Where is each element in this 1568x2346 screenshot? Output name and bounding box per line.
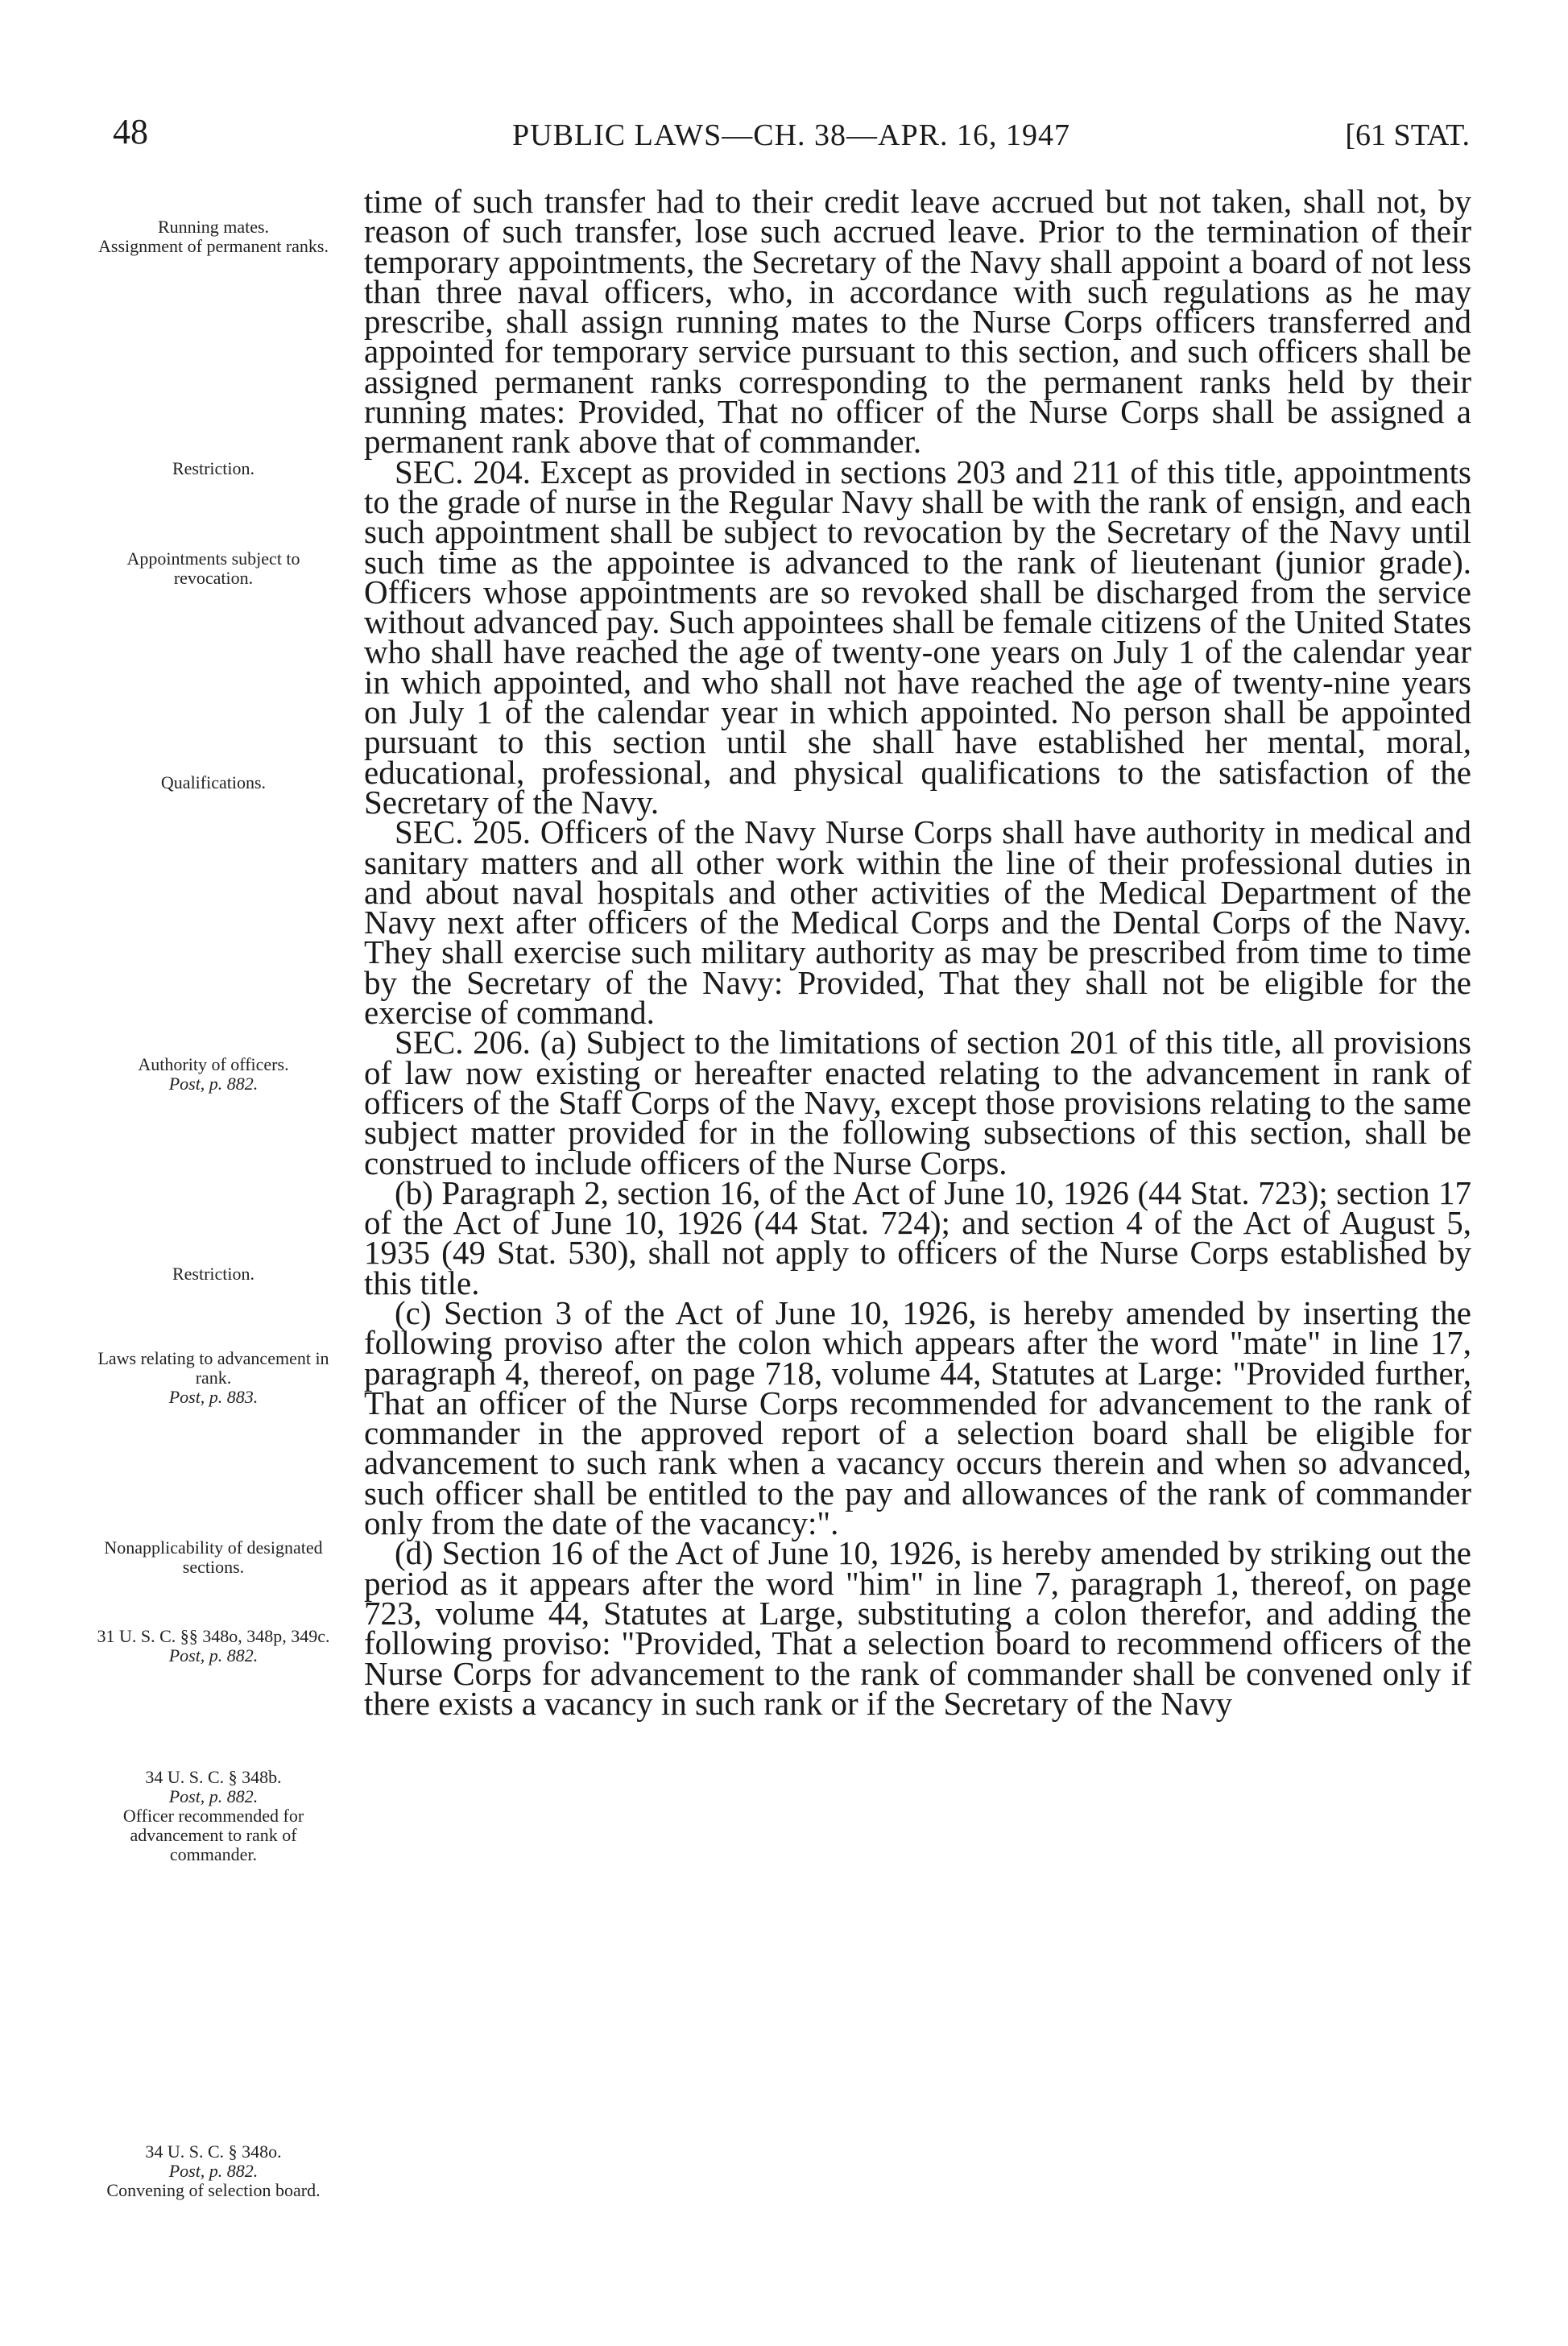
margin-note bbox=[89, 1349, 338, 1407]
page-header bbox=[113, 111, 1470, 159]
margin-note bbox=[89, 1538, 338, 1577]
body-paragraph: time of such transfer had to their credit leave accrued but not taken, shall not, by reason of such transfer, lose such accrued leave. Prior to the termination of their temporary appointments, the Secretary of the Navy shall appoint a board of not less than three naval officers, who, in accordance with such regulations as he may prescribe, shall assign running mates to the Nurse Corps officers transferred and appointed for temporary service pursuant to this section, and such officers shall be assigned permanent ranks corresponding to the permanent ranks held by their running mates: Provided, That no officer of the Nurse Corps shall be assigned a permanent rank above that of commander. bbox=[364, 183, 1471, 461]
margin-note-line: Running mates. bbox=[157, 217, 270, 237]
margin-note bbox=[89, 1768, 338, 1864]
body-paragraph: (d) Section 16 of the Act of June 10, 1926, is hereby amended by striking out the period as it appears after the word "him" in line 7, paragraph 1, thereof, on page 723, volume 44, Statutes at Large, substituting a colon therefor, and adding the following proviso: "Provided, That a selection board to recommend officers of the Nurse Corps for advancement to the rank of commander shall be convened only if there exists a vacancy in such rank or if the Secretary of the Navy bbox=[364, 1534, 1471, 1722]
margin-note-line: Post, p. 882. bbox=[168, 1786, 259, 1806]
margin-note-line: Authority of officers. bbox=[138, 1054, 289, 1074]
running-title: PUBLIC LAWS—CH. 38—APR. 16, 1947 bbox=[512, 118, 1070, 152]
margin-note-line: Post, p. 882. bbox=[168, 2161, 259, 2181]
body-paragraph: SEC. 205. Officers of the Navy Nurse Corps shall have authority in medical and sanitary matters and all other work within the line of their professional duties in and about naval hospitals and other activities of the Medical Department of the Navy next after officers of the Medical Corps and the Dental Corps of the Navy. They shall exercise such military authority as may be prescribed from time to time by the Secretary of the Navy: Provided, That they shall not be eligible for the exercise of command. bbox=[364, 813, 1471, 1032]
margin-note-line: Convening of selection board. bbox=[106, 2180, 321, 2200]
margin-note-line: Post, p. 883. bbox=[168, 1387, 259, 1407]
margin-note-line: 34 U. S. C. § 348o. bbox=[145, 2141, 282, 2162]
margin-notes bbox=[89, 217, 338, 2311]
body-text bbox=[364, 183, 1471, 1722]
margin-note bbox=[89, 1627, 338, 1665]
margin-note-line: 34 U. S. C. § 348b. bbox=[145, 1767, 282, 1787]
body-paragraph: SEC. 204. Except as provided in sections 203 and 211 of this title, appointments to the grade of nurse in the Regular Navy shall be with the rank of ensign, and each such appointment shall be subject to revocation by the Secretary of the Navy until such time as the appointee is advanced to the rank of lieutenant (junior grade). Officers whose appointments are so revoked shall be discharged from the service without advanced pay. Such appointees shall be female citizens of the United States who shall have reached the age of twenty-one years on July 1 of the calendar year in which appointed, and who shall not have reached the age of twenty-nine years on July 1 of the calendar year in which appointed. No person shall be appointed pursuant to this section until she shall have established her mental, moral, educational, professional, and physical qualifications to the satisfaction of the Secretary of the Navy. bbox=[364, 453, 1471, 821]
body-paragraph: (b) Paragraph 2, section 16, of the Act of June 10, 1926 (44 Stat. 723); section 17 of the Act of June 10, 1926 (44 Stat. 724); and section 4 of the Act of August 5, 1935 (49 Stat. 530), shall not apply to officers of the Nurse Corps established by this title. bbox=[364, 1173, 1471, 1301]
margin-note-line: Restriction. bbox=[172, 1264, 255, 1284]
page-number: 48 bbox=[113, 112, 148, 151]
margin-note-line: Appointments subject to revocation. bbox=[126, 548, 300, 588]
body-paragraph: (c) Section 3 of the Act of June 10, 1926, is hereby amended by inserting the following proviso after the colon which appears after the word "mate" in line 17, paragraph 4, thereof, on page 718, volume 44, Statutes at Large: "Provided further, That an officer of the Nurse Corps recommended for advancement to the rank of commander in the approved report of a selection board shall be eligible for advancement to such rank when a vacancy occurs therein and when so advanced, such officer shall be entitled to the pay and allowances of the rank of commander only from the date of the vacancy:". bbox=[364, 1293, 1471, 1542]
margin-note bbox=[89, 549, 338, 588]
margin-note bbox=[89, 217, 338, 256]
margin-note bbox=[89, 773, 338, 792]
statute-reference: [61 STAT. bbox=[1345, 118, 1470, 152]
margin-note-line: 31 U. S. C. §§ 348o, 348p, 349c. bbox=[97, 1626, 330, 1646]
margin-note-line: Restriction. bbox=[172, 458, 255, 478]
margin-note bbox=[89, 2142, 338, 2200]
margin-note-line: Assignment of permanent ranks. bbox=[98, 236, 329, 256]
margin-note-line: Nonapplicability of designated sections. bbox=[104, 1537, 323, 1577]
margin-note-line: Officer recommended for advancement to rank of commander. bbox=[122, 1806, 304, 1864]
margin-note-line: Post, p. 882. bbox=[168, 1645, 259, 1665]
margin-note bbox=[89, 1055, 338, 1094]
body-paragraph: SEC. 206. (a) Subject to the limitations of section 201 of this title, all provisions of law now existing or hereafter enacted relating to the advancement in rank of officers of the Staff Corps of the Navy, except those provisions relating to the same subject matter provided for in the following subsections of this section, shall be construed to include officers of the Nurse Corps. bbox=[364, 1024, 1471, 1181]
margin-note bbox=[89, 459, 338, 478]
margin-note-line: Qualifications. bbox=[160, 772, 267, 792]
margin-note-line: Laws relating to advancement in rank. bbox=[97, 1348, 329, 1388]
margin-note bbox=[89, 1264, 338, 1284]
margin-note-line: Post, p. 882. bbox=[168, 1074, 259, 1094]
